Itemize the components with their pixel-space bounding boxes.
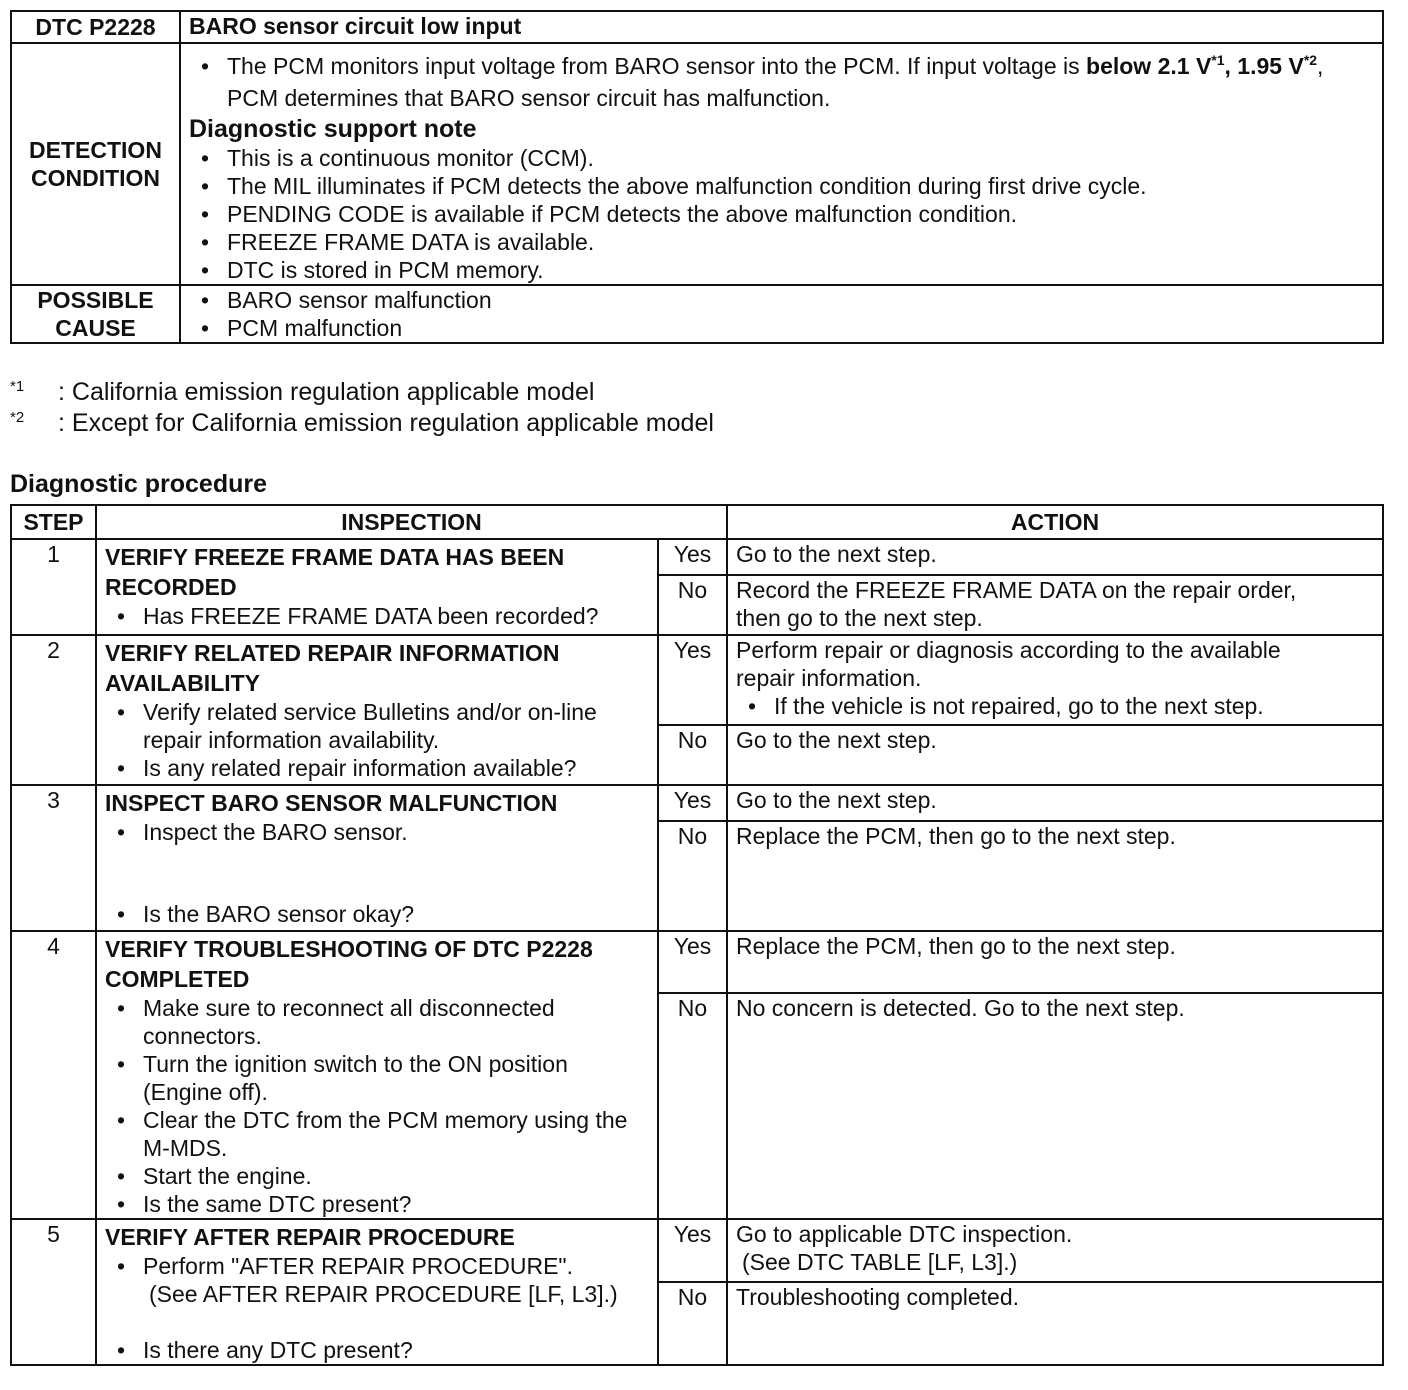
- yes-action: [727, 635, 1383, 725]
- step-inspection: [96, 785, 658, 931]
- inspection-bullet: • Inspect the BARO sensor.: [105, 818, 649, 846]
- step-row: [11, 1219, 1383, 1282]
- detection-label-line-2: CONDITION: [30, 165, 161, 191]
- no-label: No: [658, 575, 727, 635]
- support-item: • The MIL illuminates if PCM detects the above malfunction condition during first drive cycle.: [189, 172, 1374, 200]
- inspection-bullets: [105, 1252, 649, 1280]
- detection-description-list: [189, 50, 1374, 114]
- no-action: Troubleshooting completed.: [727, 1282, 1383, 1365]
- procedure-header-row: [11, 505, 1383, 539]
- inspection-bullet: • Has FREEZE FRAME DATA been recorded?: [105, 602, 649, 630]
- inspection-bullet: • Is the same DTC present?: [105, 1190, 649, 1218]
- inspection-bullets: [105, 698, 649, 782]
- possible-cause-row: [11, 285, 1383, 343]
- footnote-mark-text: *1: [10, 378, 25, 395]
- footnote-mark: [10, 408, 58, 439]
- yes-action: Replace the PCM, then go to the next step.: [727, 931, 1383, 993]
- footnote-ref-2: *2: [1303, 52, 1318, 68]
- yes-action: [727, 1219, 1383, 1282]
- cause-item: • PCM malfunction: [189, 314, 1374, 342]
- inspection-title: VERIFY RELATED REPAIR INFORMATION: [105, 640, 560, 666]
- support-note-list: [189, 144, 1374, 284]
- support-item: • FREEZE FRAME DATA is available.: [189, 228, 1374, 256]
- cause-item: • BARO sensor malfunction: [189, 286, 1374, 314]
- inspection-title: INSPECT BARO SENSOR MALFUNCTION: [105, 790, 558, 816]
- step-number: 1: [11, 539, 96, 635]
- inspection-title: VERIFY AFTER REPAIR PROCEDURE: [105, 1224, 515, 1250]
- detection-condition-label: [11, 43, 180, 285]
- cause-label-line-2: CAUSE: [55, 315, 136, 341]
- footnotes: [10, 377, 714, 439]
- no-action: [727, 575, 1383, 635]
- yes-action-line: repair information.: [736, 665, 922, 691]
- col-action-header: ACTION: [727, 505, 1383, 539]
- inspection-sub-note: (See AFTER REPAIR PROCEDURE [LF, L3].): [149, 1281, 618, 1307]
- col-inspection-header: INSPECTION: [96, 505, 727, 539]
- footnote-ref-1: *1: [1211, 52, 1225, 68]
- no-label: No: [658, 725, 727, 785]
- inspection-bullets: [105, 818, 649, 928]
- support-item: • This is a continuous monitor (CCM).: [189, 144, 1374, 172]
- inspection-title: AVAILABILITY: [105, 670, 261, 696]
- yes-label: Yes: [658, 931, 727, 993]
- footnote-1: [10, 377, 714, 408]
- no-label: No: [658, 1282, 727, 1365]
- inspection-bullet: • Is the BARO sensor okay?: [105, 900, 649, 928]
- inspection-bullets: [105, 994, 649, 1218]
- no-action: Replace the PCM, then go to the next step.: [727, 821, 1383, 931]
- detection-text-a: The PCM monitors input voltage from BARO sensor into the PCM. If input voltage is: [227, 53, 1087, 79]
- no-action: Go to the next step.: [727, 725, 1383, 785]
- yes-action-bullets: [736, 692, 1374, 720]
- inspection-title: VERIFY FREEZE FRAME DATA HAS BEEN: [105, 544, 565, 570]
- no-label: No: [658, 993, 727, 1219]
- dtc-code: DTC P2228: [11, 11, 180, 43]
- step-number: 2: [11, 635, 96, 785]
- yes-action-line: Perform repair or diagnosis according to the available: [736, 637, 1281, 663]
- yes-label: Yes: [658, 785, 727, 821]
- dtc-summary-table: [10, 10, 1384, 344]
- step-inspection: [96, 931, 658, 1219]
- yes-label: Yes: [658, 539, 727, 575]
- detection-condition-row: [11, 43, 1383, 285]
- dtc-title: BARO sensor circuit low input: [180, 11, 1383, 43]
- step-row: [11, 931, 1383, 993]
- support-item: • DTC is stored in PCM memory.: [189, 256, 1374, 284]
- detection-threshold-1: below 2.1 V: [1086, 53, 1212, 79]
- footnote-mark-text: *2: [10, 409, 25, 426]
- dtc-header-row: [11, 11, 1383, 43]
- possible-cause-label: [11, 285, 180, 343]
- procedure-heading: Diagnostic procedure: [10, 470, 267, 498]
- step-number: 5: [11, 1219, 96, 1365]
- footnote-text: : Except for California emission regulation applicable model: [58, 409, 714, 437]
- yes-label: Yes: [658, 1219, 727, 1282]
- no-action: No concern is detected. Go to the next step.: [727, 993, 1383, 1219]
- step-row: [11, 539, 1383, 575]
- inspection-title: RECORDED: [105, 574, 237, 600]
- detection-threshold-2: , 1.95 V: [1224, 53, 1304, 79]
- no-action-line: then go to the next step.: [736, 605, 983, 631]
- step-row: [11, 635, 1383, 725]
- step-inspection: [96, 635, 658, 785]
- step-number: 3: [11, 785, 96, 931]
- detection-condition-content: [180, 43, 1383, 285]
- detection-description: [189, 50, 1374, 114]
- step-inspection: [96, 539, 658, 635]
- inspection-title: COMPLETED: [105, 966, 250, 992]
- step-inspection: [96, 1219, 658, 1365]
- inspection-bullet: • Make sure to reconnect all disconnected connectors.: [105, 994, 649, 1050]
- col-step-header: STEP: [11, 505, 96, 539]
- footnote-text: : California emission regulation applicable model: [58, 378, 595, 406]
- inspection-bullet: • Start the engine.: [105, 1162, 649, 1190]
- support-item: • PENDING CODE is available if PCM detects the above malfunction condition.: [189, 200, 1374, 228]
- inspection-bullet: • Is there any DTC present?: [105, 1336, 649, 1364]
- inspection-bullet: • Turn the ignition switch to the ON position (Engine off).: [105, 1050, 649, 1106]
- inspection-bullets: [105, 602, 649, 630]
- detection-label-line-1: DETECTION: [29, 137, 162, 163]
- no-action-line: Record the FREEZE FRAME DATA on the repair order,: [736, 577, 1297, 603]
- yes-action-line: (See DTC TABLE [LF, L3].): [742, 1249, 1018, 1275]
- detection-text-b: , PCM determines that BARO sensor circuit has malfunction.: [227, 53, 1324, 111]
- step-number: 4: [11, 931, 96, 1219]
- step-row: [11, 785, 1383, 821]
- diagnostic-procedure-table: [10, 504, 1384, 1366]
- inspection-bullet: • Verify related service Bulletins and/or on-line repair information availability.: [105, 698, 649, 754]
- footnote-2: [10, 408, 714, 439]
- inspection-bullet: • Perform "AFTER REPAIR PROCEDURE".: [105, 1252, 649, 1280]
- yes-action-bullet: • If the vehicle is not repaired, go to the next step.: [736, 692, 1374, 720]
- possible-cause-content: [180, 285, 1383, 343]
- yes-action: Go to the next step.: [727, 785, 1383, 821]
- cause-label-line-1: POSSIBLE: [37, 287, 154, 313]
- yes-label: Yes: [658, 635, 727, 725]
- yes-action: Go to the next step.: [727, 539, 1383, 575]
- inspection-title: VERIFY TROUBLESHOOTING OF DTC P2228: [105, 936, 593, 962]
- footnote-mark: [10, 377, 58, 408]
- no-label: No: [658, 821, 727, 931]
- possible-cause-list: [189, 286, 1374, 342]
- yes-action-line: Go to applicable DTC inspection.: [736, 1221, 1073, 1247]
- support-note-heading: Diagnostic support note: [189, 115, 477, 143]
- inspection-bullet: • Clear the DTC from the PCM memory using the M-MDS.: [105, 1106, 649, 1162]
- inspection-bullet: • Is any related repair information available?: [105, 754, 649, 782]
- inspection-bullets: [105, 1336, 649, 1364]
